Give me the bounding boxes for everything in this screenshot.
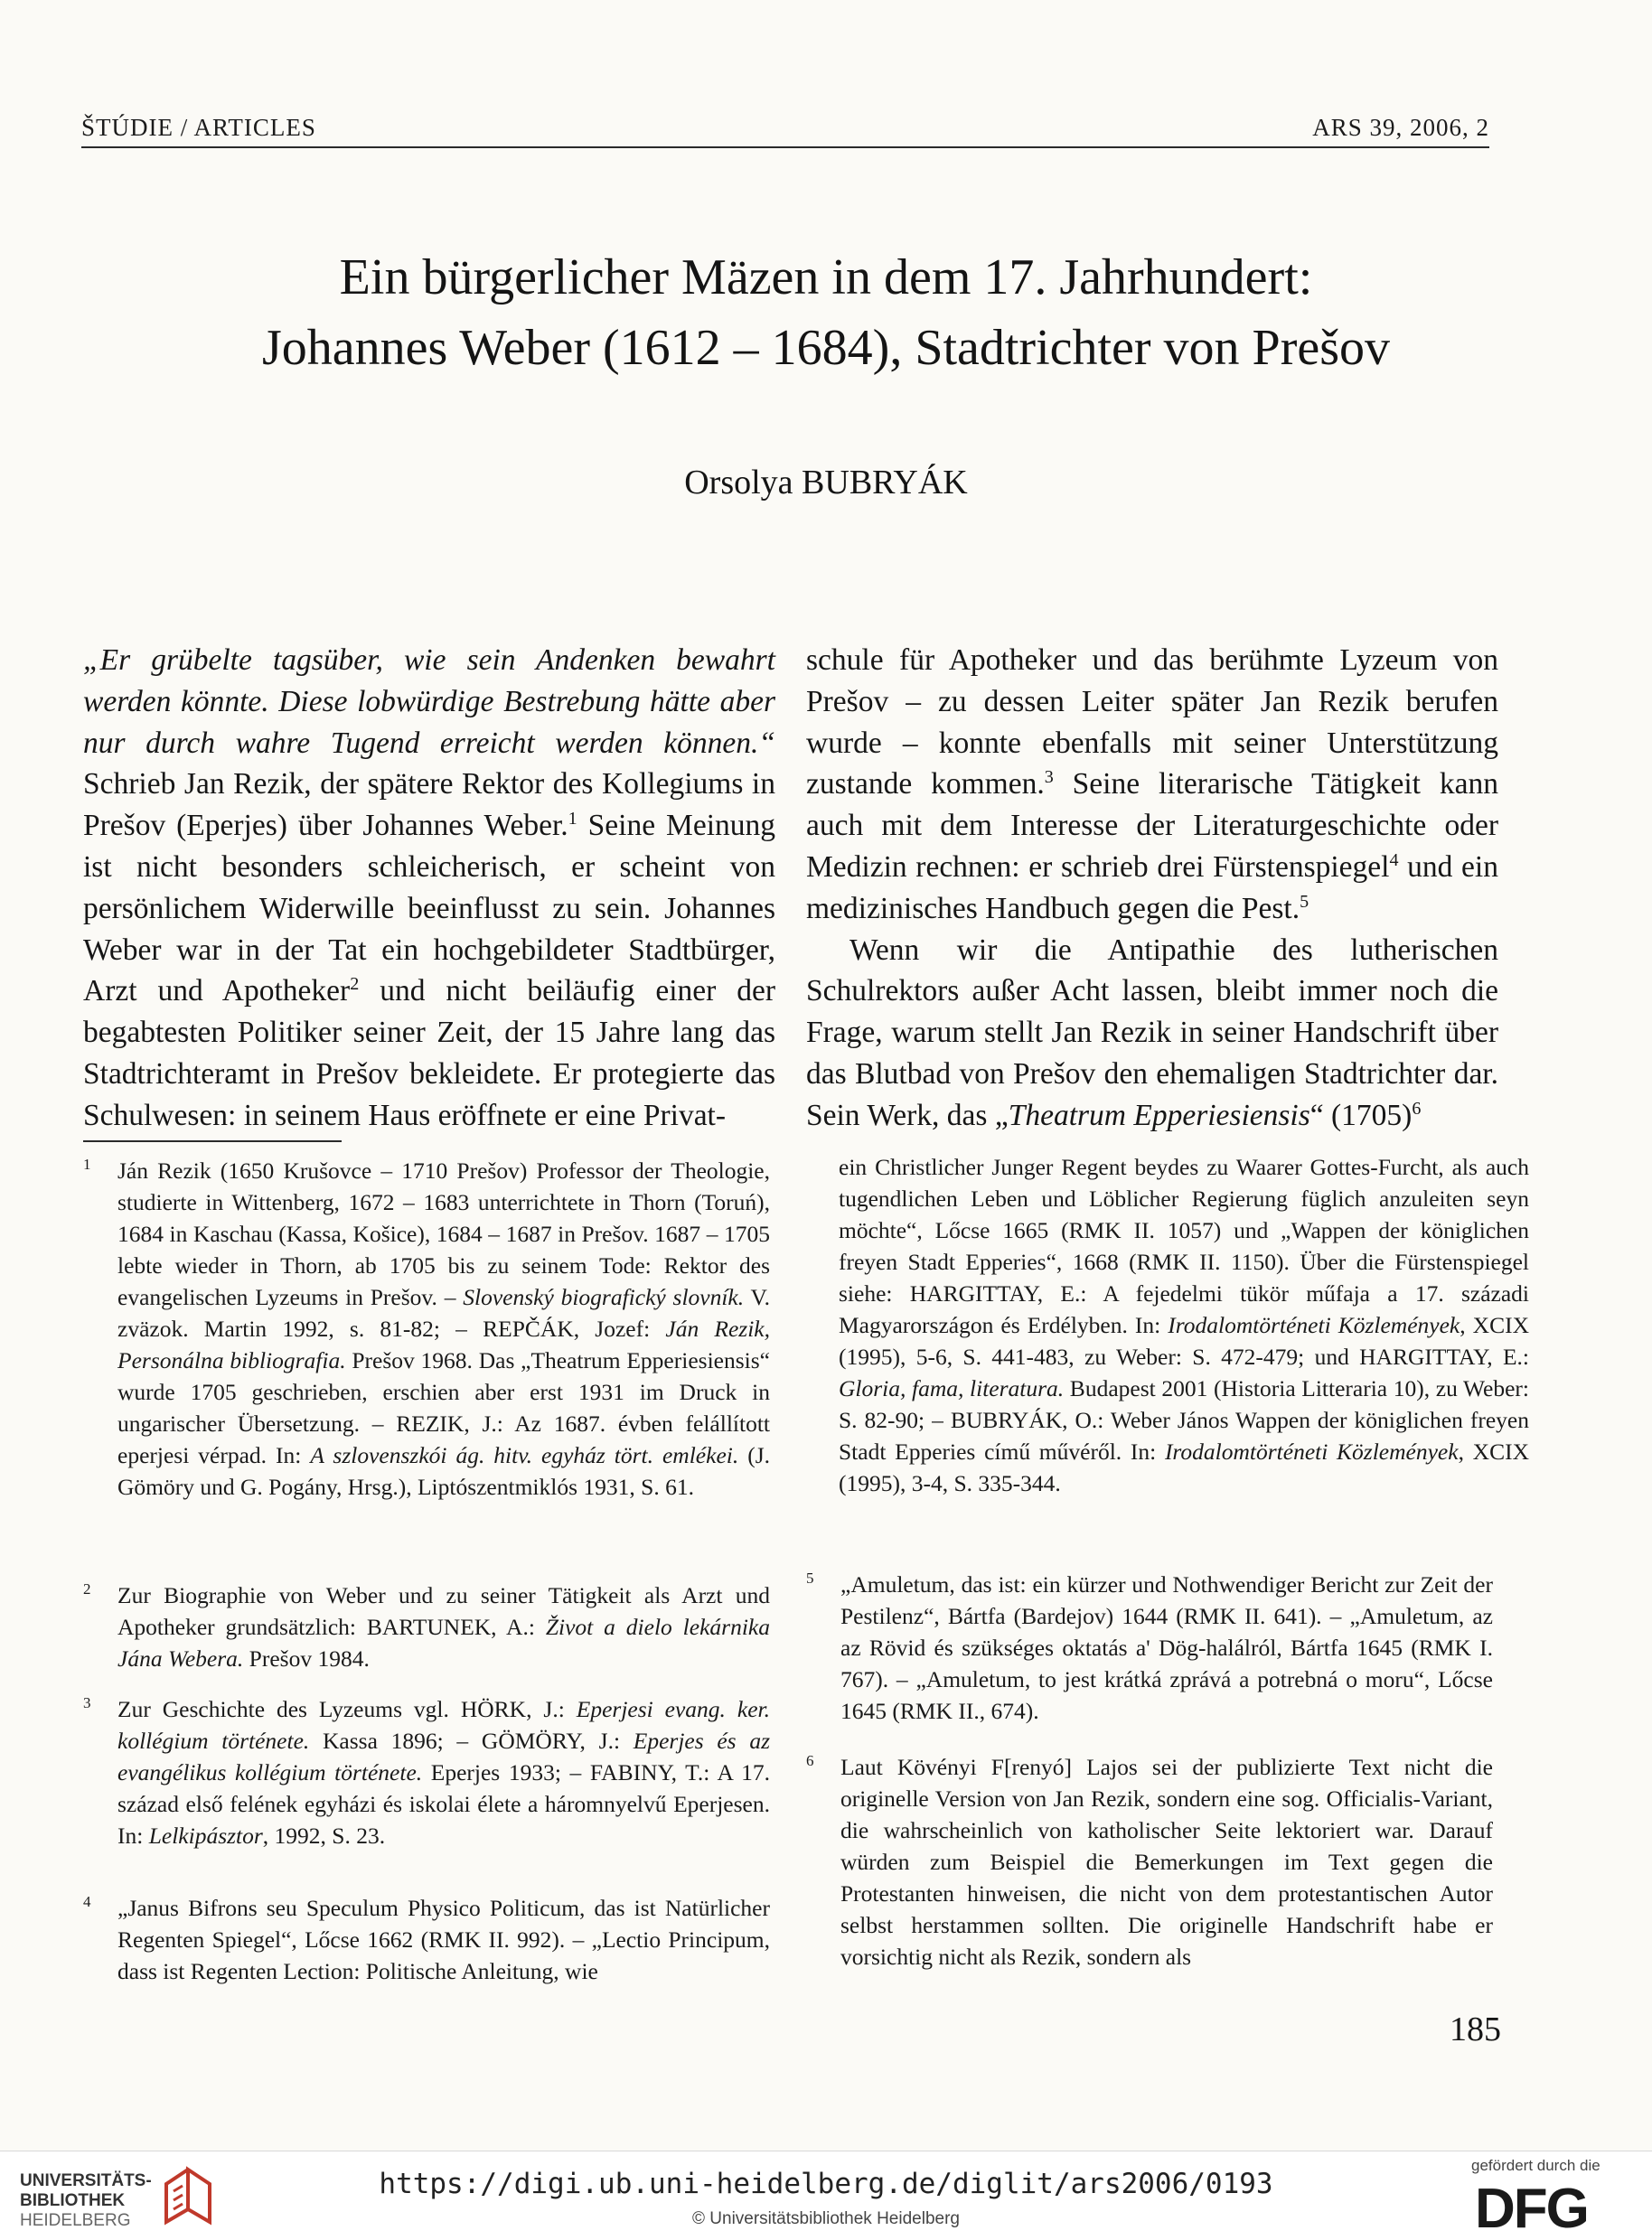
footnote-ref-4[interactable]: 4 xyxy=(1389,849,1399,870)
permalink-url[interactable]: https://digi.ub.uni-heidelberg.de/diglit/ars2006/0193 xyxy=(379,2168,1273,2200)
body-paragraph-2: Wenn wir die Antipathie des lutherischen Schulrektors außer Acht lassen, bleibt immer noch die Frage, warum stellt Jan Rezik in seiner Handschrift über das Blutbad von Prešov den ehemaligen Stadtrichter dar. Sein Werk, das „Theatrum Epperiesiensis“ $(1705)^6$ xyxy=(806,933,1498,1132)
page-number: 185 xyxy=(1450,2010,1501,2048)
opening-paragraph: „Er grübelte tagsüber, wie sein Andenken bewahrt werden könnte. Diese lobwürdige Bestrebung hätte aber nur durch wahre Tugend erreicht werden können.“ Schrieb Jan Rezik, der spätere Rektor des Kollegiums in Prešov (Eperjes) über Johannes Weber.$^1$ Seine Meinung ist nicht besonders schleicherisch, er scheint von persönlichem Widerwille beeinflusst zu sein. Johannes Weber war in der Tat ein hochgebildeter Stadtbürger, Arzt und Apotheker$^2$ und nicht beiläufig einer der begabtesten Politiker seiner Zeit, der 15 Jahre lang das Stadtrichteramt in Prešov bekleidete. Er protegierte das Schulwesen: in seinem Haus eröffnete er eine Privat- xyxy=(83,643,776,1132)
footnote-ref-1[interactable]: 1 xyxy=(568,809,577,829)
footnote-4-continued: ein Christlicher Junger Regent beydes zu Waarer Gottes-Furcht, als auch tugendlichen Leben und Löblicher Regierung füglich anzuleiten seyn möchte“, Lőcse 1665 (RMK II. 1057) und „Wappen der königlichen freyen Stadt Epperies“, 1668 (RMK II. 1150). Über die Fürstenspiegel siehe: HARGITTAY, E.: A fejedelmi tükör műfaja a 17. századi Magyarországon és Erdélyben. In: Irodalomtörténeti Közlemények, XCIX (1995), 5-6, S. 441-483, zu Weber: S. 472-479; und HARGITTAY, E.: Gloria, fama, literatura. Budapest 2001 (Historia Litteraria 10), zu Weber: S. 82-90; – BUBRYÁK, O.: Weber János Wappen der königlichen freyen Stadt Epperies című művéről. In: Irodalomtörténeti Közlemények, XCIX (1995), 3-4, S. 335-344. xyxy=(839,1154,1530,1496)
opening-quote: „Er grübelte tagsüber, wie sein Andenken bewahrt werden könnte. Diese lobwürdige Bestrebung hätte aber nur durch wahre Tugend erreicht werden können.“ xyxy=(83,643,775,760)
footnote-4 xyxy=(83,1892,770,1987)
dfg-logo-icon[interactable] xyxy=(1475,2179,1627,2233)
body-column-left xyxy=(83,640,775,1137)
footnote-ref-2[interactable]: 2 xyxy=(350,974,360,995)
footnote-text: „Janus Bifrons seu Speculum Physico Politicum, das ist Natürlicher Regenten Spiegel“, Lőcse 1662 (RMK II. 992). – „Lectio Principum, dass ist Regenten Lection: Politische Anleitung, wie xyxy=(117,1895,770,1984)
footnote-rule xyxy=(83,1140,342,1142)
footnote-number: 1 xyxy=(83,1156,91,1173)
article-title xyxy=(0,242,1652,383)
show-through-text xyxy=(81,145,1491,723)
footnote-3 xyxy=(83,1693,770,1851)
svg-text:DFG: DFG xyxy=(1475,2179,1588,2233)
footnote-text: „Amuletum, das ist: ein kürzer und Nothwendiger Bericht zur Zeit der Pestilenz“, Bártfa (Bardejov) 1644 (RMK II. 641). – „Amuletum, az az Rövid és szükséges oktatás a' Dög-halálról, Bártfa 1645 (RMK I. 767). – „Amuletum, to jest krátká zprává a potrebná o moru“, Lőcse 1645 (RMK II., 674). xyxy=(840,1571,1493,1724)
footnote-2 xyxy=(83,1579,770,1674)
title-line-1: Ein bürgerlicher Mäzen in dem 17. Jahrhundert: xyxy=(339,249,1313,305)
footnote-text: Zur Geschichte des Lyzeums vgl. HÖRK, J.: Eperjesi evang. ker. kollégium története. Kassa 1896; – GÖMÖRY, J.: Eperjes és az evangélikus kollégium története. Eperjes 1933; – FABINY, T.: A 17. század első felének egyházi és iskolai élete a háromnyelvű Eperjesen. In: Lelkipásztor, 1992, S. 23. xyxy=(117,1696,770,1849)
footnote-number: 5 xyxy=(806,1570,814,1587)
running-head-section: ŠTÚDIE / ARTICLES xyxy=(81,114,316,141)
footnote-ref-3[interactable]: 3 xyxy=(1044,767,1054,788)
footnote-number: 4 xyxy=(83,1893,91,1910)
running-head-journal: ARS 39, 2006, 2 xyxy=(1312,114,1489,141)
library-name[interactable]: UNIVERSITÄTS- BIBLIOTHEK HEIDELBERG xyxy=(20,2171,152,2230)
footnote-ref-6[interactable]: 6 xyxy=(1412,1098,1422,1119)
footnote-ref-5[interactable]: 5 xyxy=(1300,891,1309,912)
body-paragraph-continued: schule für Apotheker und das berühmte Lyzeum von Prešov – zu dessen Leiter später Jan Rezik berufen wurde – konnte ebenfalls mit seiner Unterstützung zustande kommen.$^3$ Seine literarische Tätigkeit kann auch mit dem Interesse der Literaturgeschichte oder Medizin rechnen: er schrieb drei Fürstenspiegel$^4$ und ein medizinisches Handbuch gegen die Pest.$^5$ xyxy=(806,643,1498,925)
header-rule xyxy=(81,146,1489,148)
footnote-number: 3 xyxy=(83,1694,91,1711)
article-author: Orsolya BUBRYÁK xyxy=(684,464,968,501)
viewer-footer xyxy=(0,2151,1652,2240)
footnote-text: Laut Kövényi F[renyó] Lajos sei der publizierte Text nicht die originelle Version von Jan Rezik, sondern eine sog. Officialis-Variant, die wahrscheinlich von katholischer Seite lektoriert war. Darauf würden zum Beispiel die Bemerkungen im Text gegen die Protestanten hinweisen, die nicht von dem protestantischen Autor selbst herstammen sollten. Die originelle Handschrift habe er vorsichtig nicht als Rezik, sondern als xyxy=(840,1754,1493,1970)
title-line-2: Johannes Weber (1612 – 1684), Stadtrichter von Prešov xyxy=(262,320,1390,376)
copyright-notice: © Universitätsbibliothek Heidelberg xyxy=(692,2209,960,2228)
footnote-number: 6 xyxy=(806,1752,814,1769)
work-title: Theatrum Epperiesiensis xyxy=(1008,1098,1310,1132)
body-column-right xyxy=(806,640,1498,1137)
footnote-6 xyxy=(806,1751,1493,1973)
footnote-number: 2 xyxy=(83,1580,91,1598)
footnote-text: Ján Rezik (1650 Krušovce – 1710 Prešov) Professor der Theologie, studierte in Wittenberg, 1672 – 1683 unterrichtete in Thorn (Toruń), 1684 in Kaschau (Kassa, Košice), 1684 – 1687 in Prešov. 1687 – 1705 lebte wieder in Thorn, ab 1705 bis zu seinem Tode: Rektor des evangelischen Lyzeums in Prešov. – Slovenský biografický slovník. V. zväzok. Martin 1992, s. 81-82; – REPČÁK, Jozef: Ján Rezik, Personálna bibliografia. Prešov 1968. Das „Theatrum Epperiesiensis“ wurde 1705 geschrieben, erschien aber erst 1931 im Druck in ungarischer Übersetzung. – REZIK, J.: Az 1687. évben felállított eperjesi vérpad. In: A szlovenszkói ág. hitv. egyház tört. emlékei. (J. Gömöry und G. Pogány, Hrsg.), Liptószentmiklós 1931, S. 61. xyxy=(117,1157,771,1500)
footnote-text: Zur Biographie von Weber und zu seiner Tätigkeit als Arzt und Apotheker grundsätzlich: BARTUNEK, A.: Život a dielo lekárnika Jána Webera. Prešov 1984. xyxy=(117,1582,770,1672)
footnote-5 xyxy=(806,1569,1493,1727)
footnote-1 xyxy=(83,1155,770,1503)
funding-label: gefördert durch die xyxy=(1471,2157,1600,2174)
